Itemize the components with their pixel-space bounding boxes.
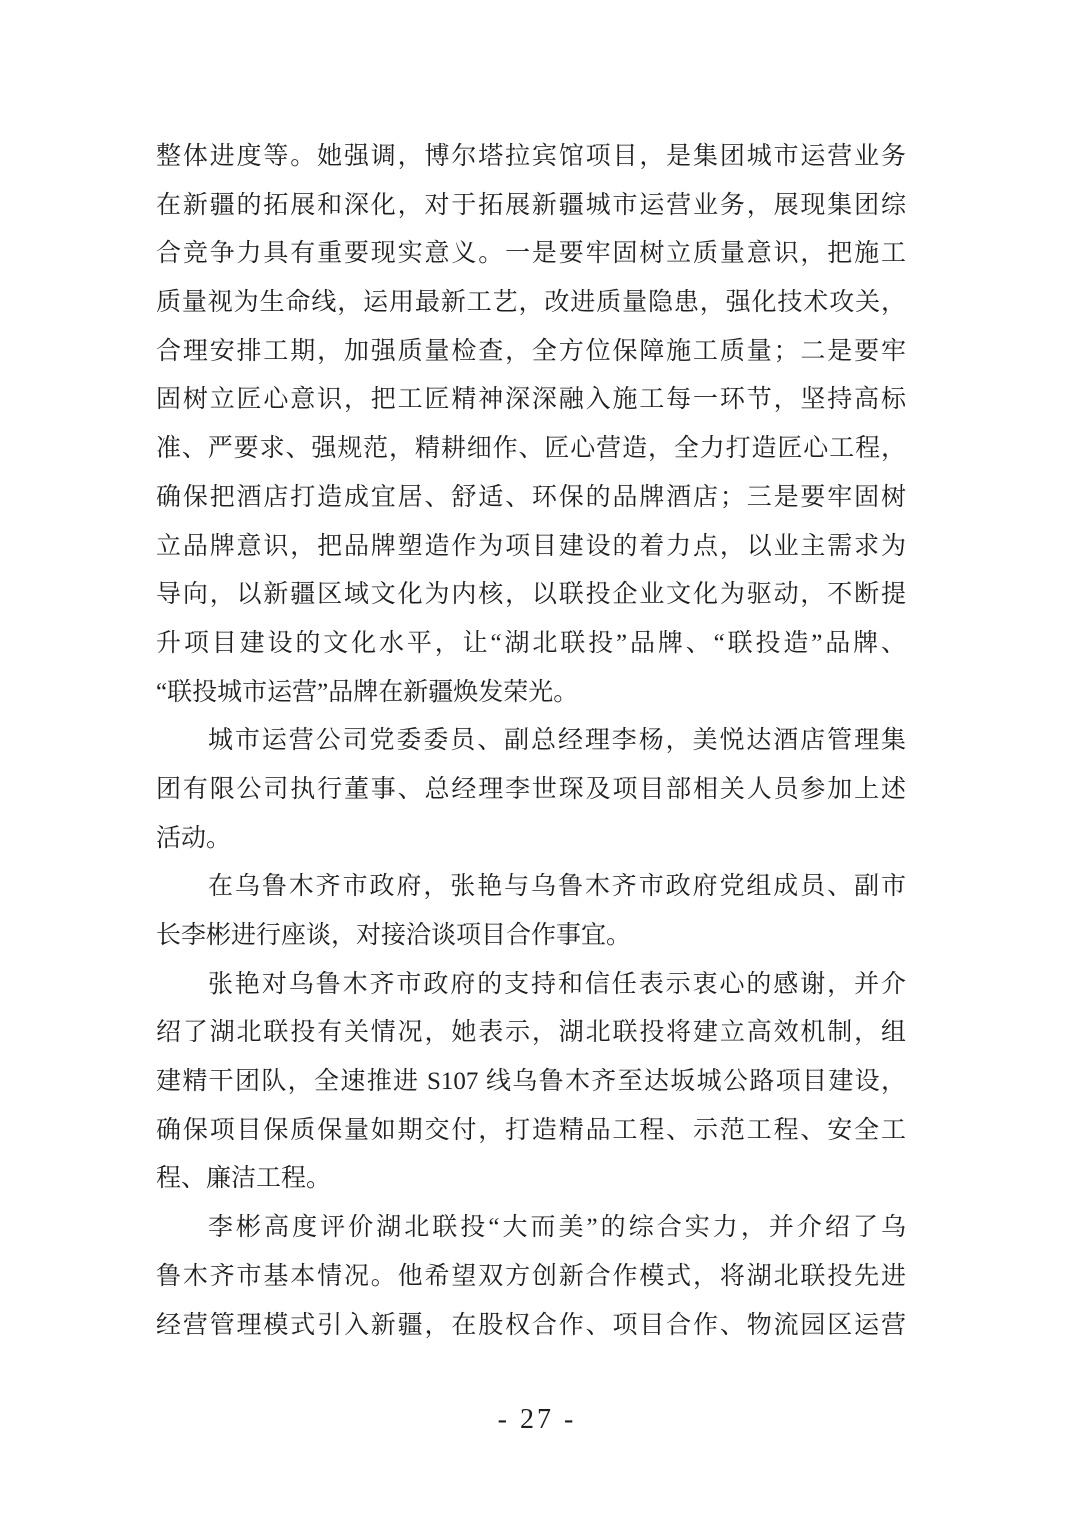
text-line: 程、廉洁工程。 [156, 1165, 332, 1193]
text-block [156, 133, 906, 1350]
text-line: 合理安排工期，加强质量检查，全方位保障施工质量；二是要牢 [156, 337, 906, 365]
text-line: 升项目建设的文化水平，让“湖北联投”品牌、“联投造”品牌、 [156, 629, 906, 657]
text-line: 建精干团队，全速推进 S107 线乌鲁木齐至达坂城公路项目建设， [156, 1068, 906, 1096]
text-line: 活动。 [156, 824, 232, 852]
text-line: 长李彬进行座谈，对接洽谈项目合作事宜。 [156, 922, 632, 949]
text-line: “联投城市运营”品牌在新疆焕发荣光。 [156, 678, 579, 706]
text-line: 鲁木齐市基本情况。他希望双方创新合作模式，将湖北联投先进 [156, 1262, 906, 1290]
text-line: 团有限公司执行董事、总经理李世琛及项目部相关人员参加上述 [156, 775, 906, 803]
text-line: 合竞争力具有重要现实意义。一是要牢固树立质量意识，把施工 [156, 240, 906, 268]
text-line: 在乌鲁木齐市政府，张艳与乌鲁木齐市政府党组成员、副市 [208, 873, 906, 901]
text-line: 经营管理模式引入新疆，在股权合作、项目合作、物流园区运营 [156, 1311, 906, 1339]
text-line: 导向，以新疆区域文化为内核，以联投企业文化为驱动，不断提 [156, 581, 906, 609]
text-line: 李彬高度评价湖北联投“大而美”的综合实力，并介绍了乌 [208, 1214, 906, 1242]
text-line: 质量视为生命线，运用最新工艺，改进质量隐患，强化技术攻关， [156, 289, 906, 317]
text-line: 整体进度等。她强调，博尔塔拉宾馆项目，是集团城市运营业务 [156, 143, 906, 170]
text-line: 固树立匠心意识，把工匠精神深深融入施工每一环节，坚持高标 [156, 386, 906, 414]
text-line: 张艳对乌鲁木齐市政府的支持和信任表示衷心的感谢，并介 [208, 970, 906, 998]
text-line: 城市运营公司党委委员、副总经理李杨，美悦达酒店管理集 [208, 727, 906, 755]
text-line: 在新疆的拓展和深化，对于拓展新疆城市运营业务，展现集团综 [156, 191, 906, 219]
page-number: - 27 - [497, 1404, 577, 1435]
text-line: 准、严要求、强规范，精耕细作、匠心营造，全力打造匠心工程， [156, 435, 906, 463]
text-line: 立品牌意识，把品牌塑造作为项目建设的着力点，以业主需求为 [156, 532, 906, 560]
text-line: 绍了湖北联投有关情况，她表示，湖北联投将建立高效机制，组 [156, 1019, 906, 1047]
text-line: 确保把酒店打造成宜居、舒适、环保的品牌酒店；三是要牢固树 [156, 483, 906, 511]
text-line: 确保项目保质保量如期交付，打造精品工程、示范工程、安全工 [156, 1116, 906, 1144]
